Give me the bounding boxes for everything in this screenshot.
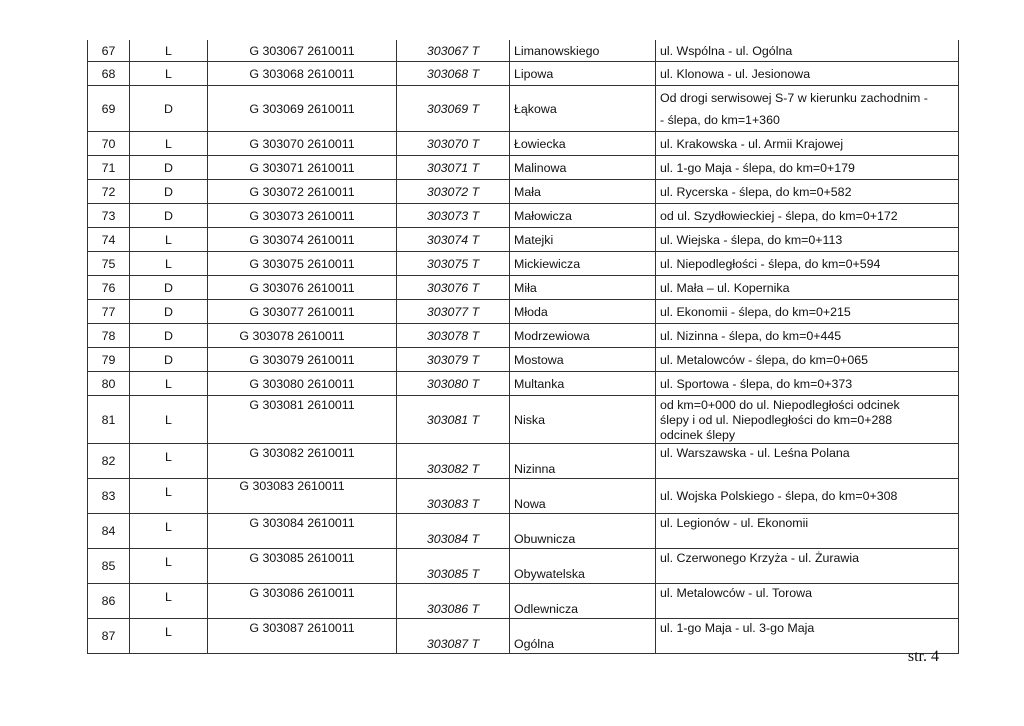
road-code: G 303068 2610011 xyxy=(208,62,397,86)
road-section: ul. 1-go Maja - ul. 3-go Maja xyxy=(656,619,959,654)
table-row xyxy=(88,514,959,549)
road-code: G 303073 2610011 xyxy=(208,204,397,228)
table-row xyxy=(88,396,959,444)
table-row xyxy=(88,300,959,324)
road-section: ul. Ekonomii - ślepa, do km=0+215 xyxy=(656,300,959,324)
row-number: 79 xyxy=(88,348,130,372)
road-section: ul. Legionów - ul. Ekonomii xyxy=(656,514,959,549)
row-number: 84 xyxy=(88,514,130,549)
row-number: 83 xyxy=(88,479,130,514)
street-name: Nizinna xyxy=(510,444,656,479)
road-category: D xyxy=(130,276,208,300)
road-section: ul. 1-go Maja - ślepa, do km=0+179 xyxy=(656,156,959,180)
street-name: Modrzewiowa xyxy=(510,324,656,348)
road-number: 303073 T xyxy=(397,204,510,228)
table-row xyxy=(88,276,959,300)
row-number: 77 xyxy=(88,300,130,324)
page-number: str. 4 xyxy=(907,648,939,665)
street-name: Mała xyxy=(510,180,656,204)
row-number: 87 xyxy=(88,619,130,654)
table-row xyxy=(88,40,959,62)
row-number: 82 xyxy=(88,444,130,479)
street-name: Lipowa xyxy=(510,62,656,86)
table-row xyxy=(88,324,959,348)
road-category: L xyxy=(130,584,208,619)
road-category: D xyxy=(130,180,208,204)
road-code: G 303079 2610011 xyxy=(208,348,397,372)
table-row xyxy=(88,444,959,479)
road-section: ul. Wiejska - ślepa, do km=0+113 xyxy=(656,228,959,252)
table-row xyxy=(88,156,959,180)
table-row xyxy=(88,62,959,86)
table-row xyxy=(88,348,959,372)
table-row xyxy=(88,619,959,654)
road-number: 303084 T xyxy=(397,514,510,549)
road-category: L xyxy=(130,479,208,514)
road-section-line: ślepy i od ul. Niepodległości do km=0+288 xyxy=(660,413,893,427)
table-row xyxy=(88,479,959,514)
road-code: G 303071 2610011 xyxy=(208,156,397,180)
street-name: Miła xyxy=(510,276,656,300)
road-code: G 303070 2610011 xyxy=(208,132,397,156)
road-code: G 303083 2610011 xyxy=(208,479,397,514)
road-code: G 303086 2610011 xyxy=(208,584,397,619)
road-code: G 303085 2610011 xyxy=(208,549,397,584)
road-category: L xyxy=(130,40,208,62)
row-number: 85 xyxy=(88,549,130,584)
street-name: Nowa xyxy=(510,479,656,514)
road-section xyxy=(656,86,959,132)
table-row xyxy=(88,584,959,619)
road-number: 303082 T xyxy=(397,444,510,479)
road-code: G 303076 2610011 xyxy=(208,276,397,300)
road-code: G 303084 2610011 xyxy=(208,514,397,549)
road-category: D xyxy=(130,348,208,372)
road-section: ul. Metalowców - ślepa, do km=0+065 xyxy=(656,348,959,372)
row-number: 69 xyxy=(88,86,130,132)
road-category: L xyxy=(130,549,208,584)
road-code: G 303077 2610011 xyxy=(208,300,397,324)
road-section-line: Od drogi serwisowej S-7 w kierunku zachodnim - xyxy=(660,90,928,105)
road-code: G 303072 2610011 xyxy=(208,180,397,204)
row-number: 86 xyxy=(88,584,130,619)
road-number: 303075 T xyxy=(397,252,510,276)
road-category: L xyxy=(130,444,208,479)
row-number: 70 xyxy=(88,132,130,156)
road-category: D xyxy=(130,300,208,324)
road-number: 303085 T xyxy=(397,549,510,584)
road-code: G 303087 2610011 xyxy=(208,619,397,654)
road-section: ul. Rycerska - ślepa, do km=0+582 xyxy=(656,180,959,204)
street-name: Młoda xyxy=(510,300,656,324)
road-section: ul. Niepodległości - ślepa, do km=0+594 xyxy=(656,252,959,276)
road-category: D xyxy=(130,324,208,348)
road-section-line: odcinek ślepy xyxy=(660,428,736,442)
road-code: G 303078 2610011 xyxy=(208,324,397,348)
road-section: ul. Sportowa - ślepa, do km=0+373 xyxy=(656,372,959,396)
road-category: D xyxy=(130,156,208,180)
row-number: 73 xyxy=(88,204,130,228)
road-section: ul. Wojska Polskiego - ślepa, do km=0+308 xyxy=(656,479,959,514)
road-category: D xyxy=(130,86,208,132)
street-name: Małowicza xyxy=(510,204,656,228)
street-name: Niska xyxy=(510,396,656,444)
street-name: Multanka xyxy=(510,372,656,396)
table-row xyxy=(88,252,959,276)
road-code: G 303075 2610011 xyxy=(208,252,397,276)
road-number: 303076 T xyxy=(397,276,510,300)
road-number: 303074 T xyxy=(397,228,510,252)
row-number: 75 xyxy=(88,252,130,276)
road-category: L xyxy=(130,228,208,252)
road-section: ul. Nizinna - ślepa, do km=0+445 xyxy=(656,324,959,348)
road-code: G 303081 2610011 xyxy=(208,396,397,444)
street-name: Mickiewicza xyxy=(510,252,656,276)
road-code: G 303069 2610011 xyxy=(208,86,397,132)
road-section-line: od km=0+000 do ul. Niepodległości odcinek xyxy=(660,398,900,412)
road-section: ul. Klonowa - ul. Jesionowa xyxy=(656,62,959,86)
street-name: Malinowa xyxy=(510,156,656,180)
street-name: Obywatelska xyxy=(510,549,656,584)
row-number: 76 xyxy=(88,276,130,300)
table-row xyxy=(88,549,959,584)
road-number: 303080 T xyxy=(397,372,510,396)
road-category: L xyxy=(130,619,208,654)
road-category: L xyxy=(130,132,208,156)
table-row xyxy=(88,132,959,156)
road-number: 303068 T xyxy=(397,62,510,86)
table-row xyxy=(88,204,959,228)
street-name: Matejki xyxy=(510,228,656,252)
road-number: 303077 T xyxy=(397,300,510,324)
road-number: 303069 T xyxy=(397,86,510,132)
street-name: Łąkowa xyxy=(510,86,656,132)
road-section: ul. Czerwonego Krzyża - ul. Żurawia xyxy=(656,549,959,584)
road-category: D xyxy=(130,204,208,228)
road-code: G 303080 2610011 xyxy=(208,372,397,396)
road-number: 303083 T xyxy=(397,479,510,514)
road-category: L xyxy=(130,514,208,549)
road-number: 303072 T xyxy=(397,180,510,204)
road-section: ul. Warszawska - ul. Leśna Polana xyxy=(656,444,959,479)
road-number: 303067 T xyxy=(397,40,510,62)
road-number: 303070 T xyxy=(397,132,510,156)
road-category: L xyxy=(130,252,208,276)
road-section: od ul. Szydłowieckiej - ślepa, do km=0+172 xyxy=(656,204,959,228)
road-category: L xyxy=(130,396,208,444)
table-row xyxy=(88,228,959,252)
road-number: 303071 T xyxy=(397,156,510,180)
row-number: 80 xyxy=(88,372,130,396)
road-code: G 303082 2610011 xyxy=(208,444,397,479)
street-name: Obuwnicza xyxy=(510,514,656,549)
road-section: ul. Mała – ul. Kopernika xyxy=(656,276,959,300)
road-number: 303079 T xyxy=(397,348,510,372)
road-section: ul. Wspólna - ul. Ogólna xyxy=(656,40,959,62)
road-number: 303078 T xyxy=(397,324,510,348)
row-number: 74 xyxy=(88,228,130,252)
street-name: Limanowskiego xyxy=(510,40,656,62)
road-section xyxy=(656,396,959,444)
street-name: Łowiecka xyxy=(510,132,656,156)
row-number: 72 xyxy=(88,180,130,204)
road-section: ul. Metalowców - ul. Torowa xyxy=(656,584,959,619)
road-section-line: - ślepa, do km=1+360 xyxy=(660,112,780,127)
road-register-table xyxy=(87,40,959,654)
road-category: L xyxy=(130,62,208,86)
row-number: 81 xyxy=(88,396,130,444)
row-number: 68 xyxy=(88,62,130,86)
table-row xyxy=(88,180,959,204)
street-name: Mostowa xyxy=(510,348,656,372)
street-name: Ogólna xyxy=(510,619,656,654)
row-number: 71 xyxy=(88,156,130,180)
road-number: 303087 T xyxy=(397,619,510,654)
road-section: ul. Krakowska - ul. Armii Krajowej xyxy=(656,132,959,156)
row-number: 78 xyxy=(88,324,130,348)
road-code: G 303074 2610011 xyxy=(208,228,397,252)
street-name: Odlewnicza xyxy=(510,584,656,619)
table-row xyxy=(88,86,959,132)
road-number: 303086 T xyxy=(397,584,510,619)
table-row xyxy=(88,372,959,396)
road-category: L xyxy=(130,372,208,396)
road-number: 303081 T xyxy=(397,396,510,444)
road-code: G 303067 2610011 xyxy=(208,40,397,62)
row-number: 67 xyxy=(88,40,130,62)
